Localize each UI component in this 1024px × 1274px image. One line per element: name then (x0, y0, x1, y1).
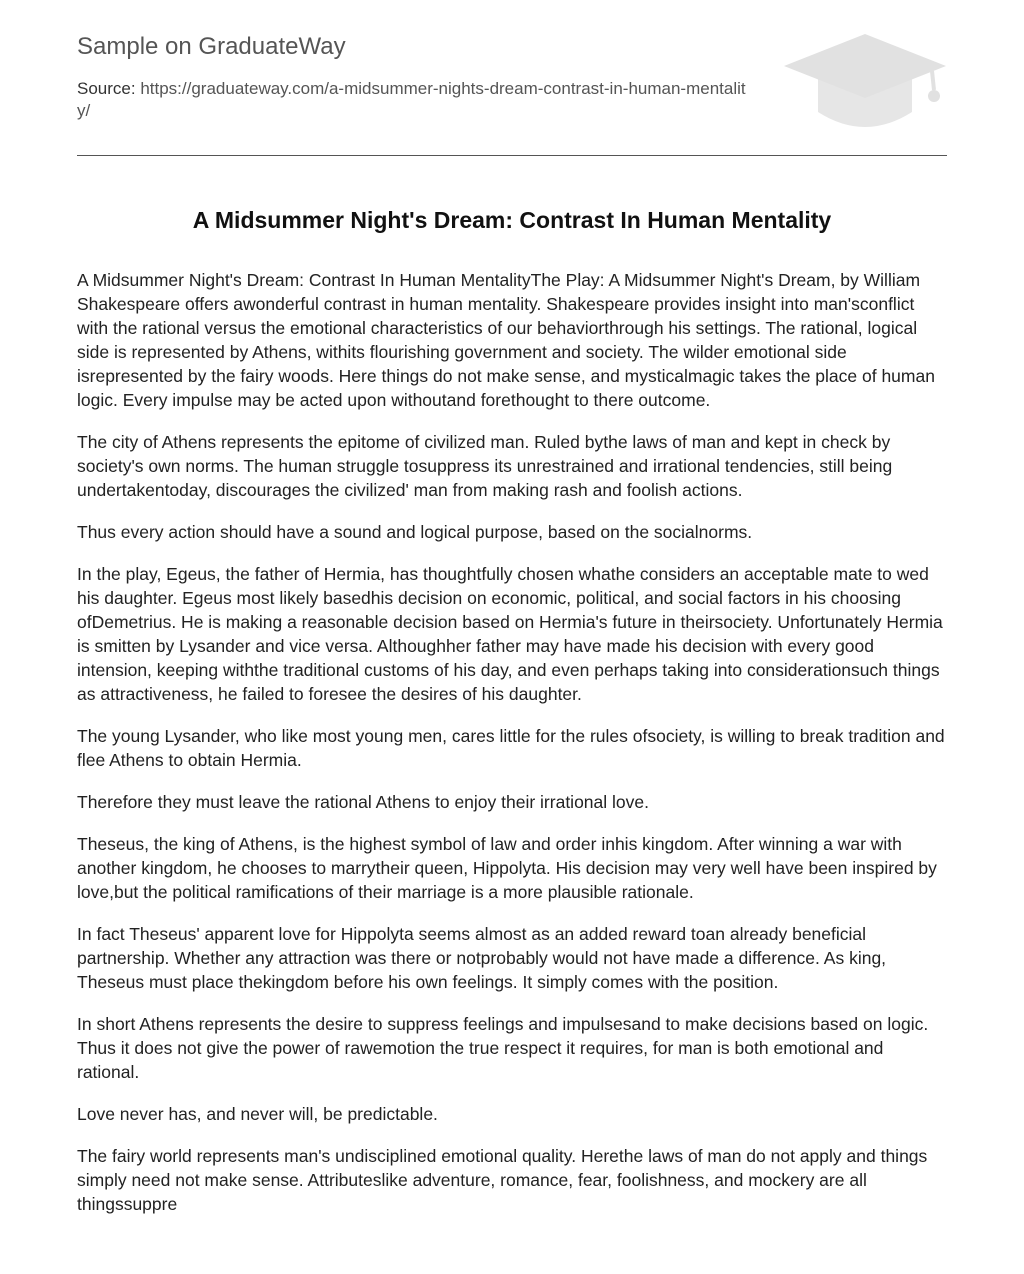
article-paragraph: Theseus, the king of Athens, is the highest symbol of law and order inhis kingdom. After winning a war with another kingdom, he chooses to marrytheir queen, Hippolyta. His decision may very well have been inspired by love,but the political ramifications of their marriage is a more plausible rationale. (77, 834, 937, 902)
article-paragraph: Love never has, and never will, be predictable. (77, 1104, 438, 1124)
article-paragraph: In the play, Egeus, the father of Hermia, has thoughtfully chosen whathe considers an acceptable mate to wed his daughter. Egeus most likely basedhis decision on economic, political, and social factors in his choosing ofDemetrius. He is making a reasonable decision based on Hermia's future in theirsociety. Unfortunately Hermia is smitten by Lysander and vice versa. Althoughher father may have made his decision with every good intension, keeping withthe traditional customs of his day, and even perhaps taking into considerationsuch things as attractiveness, he failed to foresee the desires of his daughter. (77, 564, 943, 704)
article-paragraph: Thus every action should have a sound and logical purpose, based on the socialnorms. (77, 522, 753, 542)
article-paragraph: Therefore they must leave the rational Athens to enjoy their irrational love. (77, 792, 649, 812)
source-line (77, 78, 757, 122)
article-title: A Midsummer Night's Dream: Contrast In Human Mentality (192, 207, 832, 233)
article-paragraph: In fact Theseus' apparent love for Hippolyta seems almost as an added reward toan already beneficial partnership. Whether any attraction was there or notprobably would not have made a difference. As king, Theseus must place thekingdom before his own feelings. It simply comes with the position. (77, 924, 887, 992)
article-paragraph: In short Athens represents the desire to suppress feelings and impulsesand to make decisions based on logic. Thus it does not give the power of rawemotion the true respect it requires, for man is both emotional and rational. (77, 1014, 929, 1082)
header-divider (77, 155, 947, 156)
page-header (77, 0, 947, 156)
source-link[interactable]: https://graduateway.com/a-midsummer-nights-dream-contrast-in-human-mentality/ (77, 79, 746, 120)
site-title: Sample on GraduateWay (77, 33, 346, 60)
article-paragraph: A Midsummer Night's Dream: Contrast In Human MentalityThe Play: A Midsummer Night's Dream, by William Shakespeare offers awonderful contrast in human mentality. Shakespeare provides insight into man'sconflict with the rational versus the emotional characteristics of our behaviorthrough his settings. The rational, logical side is represented by Athens, withits flourishing government and society. The wilder emotional side isrepresented by the fairy woods. Here things do not make sense, and mysticalmagic takes the place of human logic. Every impulse may be acted upon withoutand forethought to there outcome. (77, 270, 935, 410)
article-paragraph: The young Lysander, who like most young men, cares little for the rules ofsociety, is willing to break tradition and flee Athens to obtain Hermia. (77, 726, 945, 770)
source-label: Source: (77, 79, 141, 98)
article-paragraph: The fairy world represents man's undisciplined emotional quality. Herethe laws of man do not apply and things simply need not make sense. Attributeslike adventure, romance, fear, foolishness, and mockery are all thingssuppre (77, 1146, 928, 1214)
graduation-cap-icon (782, 30, 948, 134)
article-body (77, 268, 947, 1234)
article-paragraph: The city of Athens represents the epitome of civilized man. Ruled bythe laws of man and kept in check by society's own norms. The human struggle tosuppress its unrestrained and irrational tendencies, still being undertakentoday, discourages the civilized' man from making rash and foolish actions. (77, 432, 893, 500)
